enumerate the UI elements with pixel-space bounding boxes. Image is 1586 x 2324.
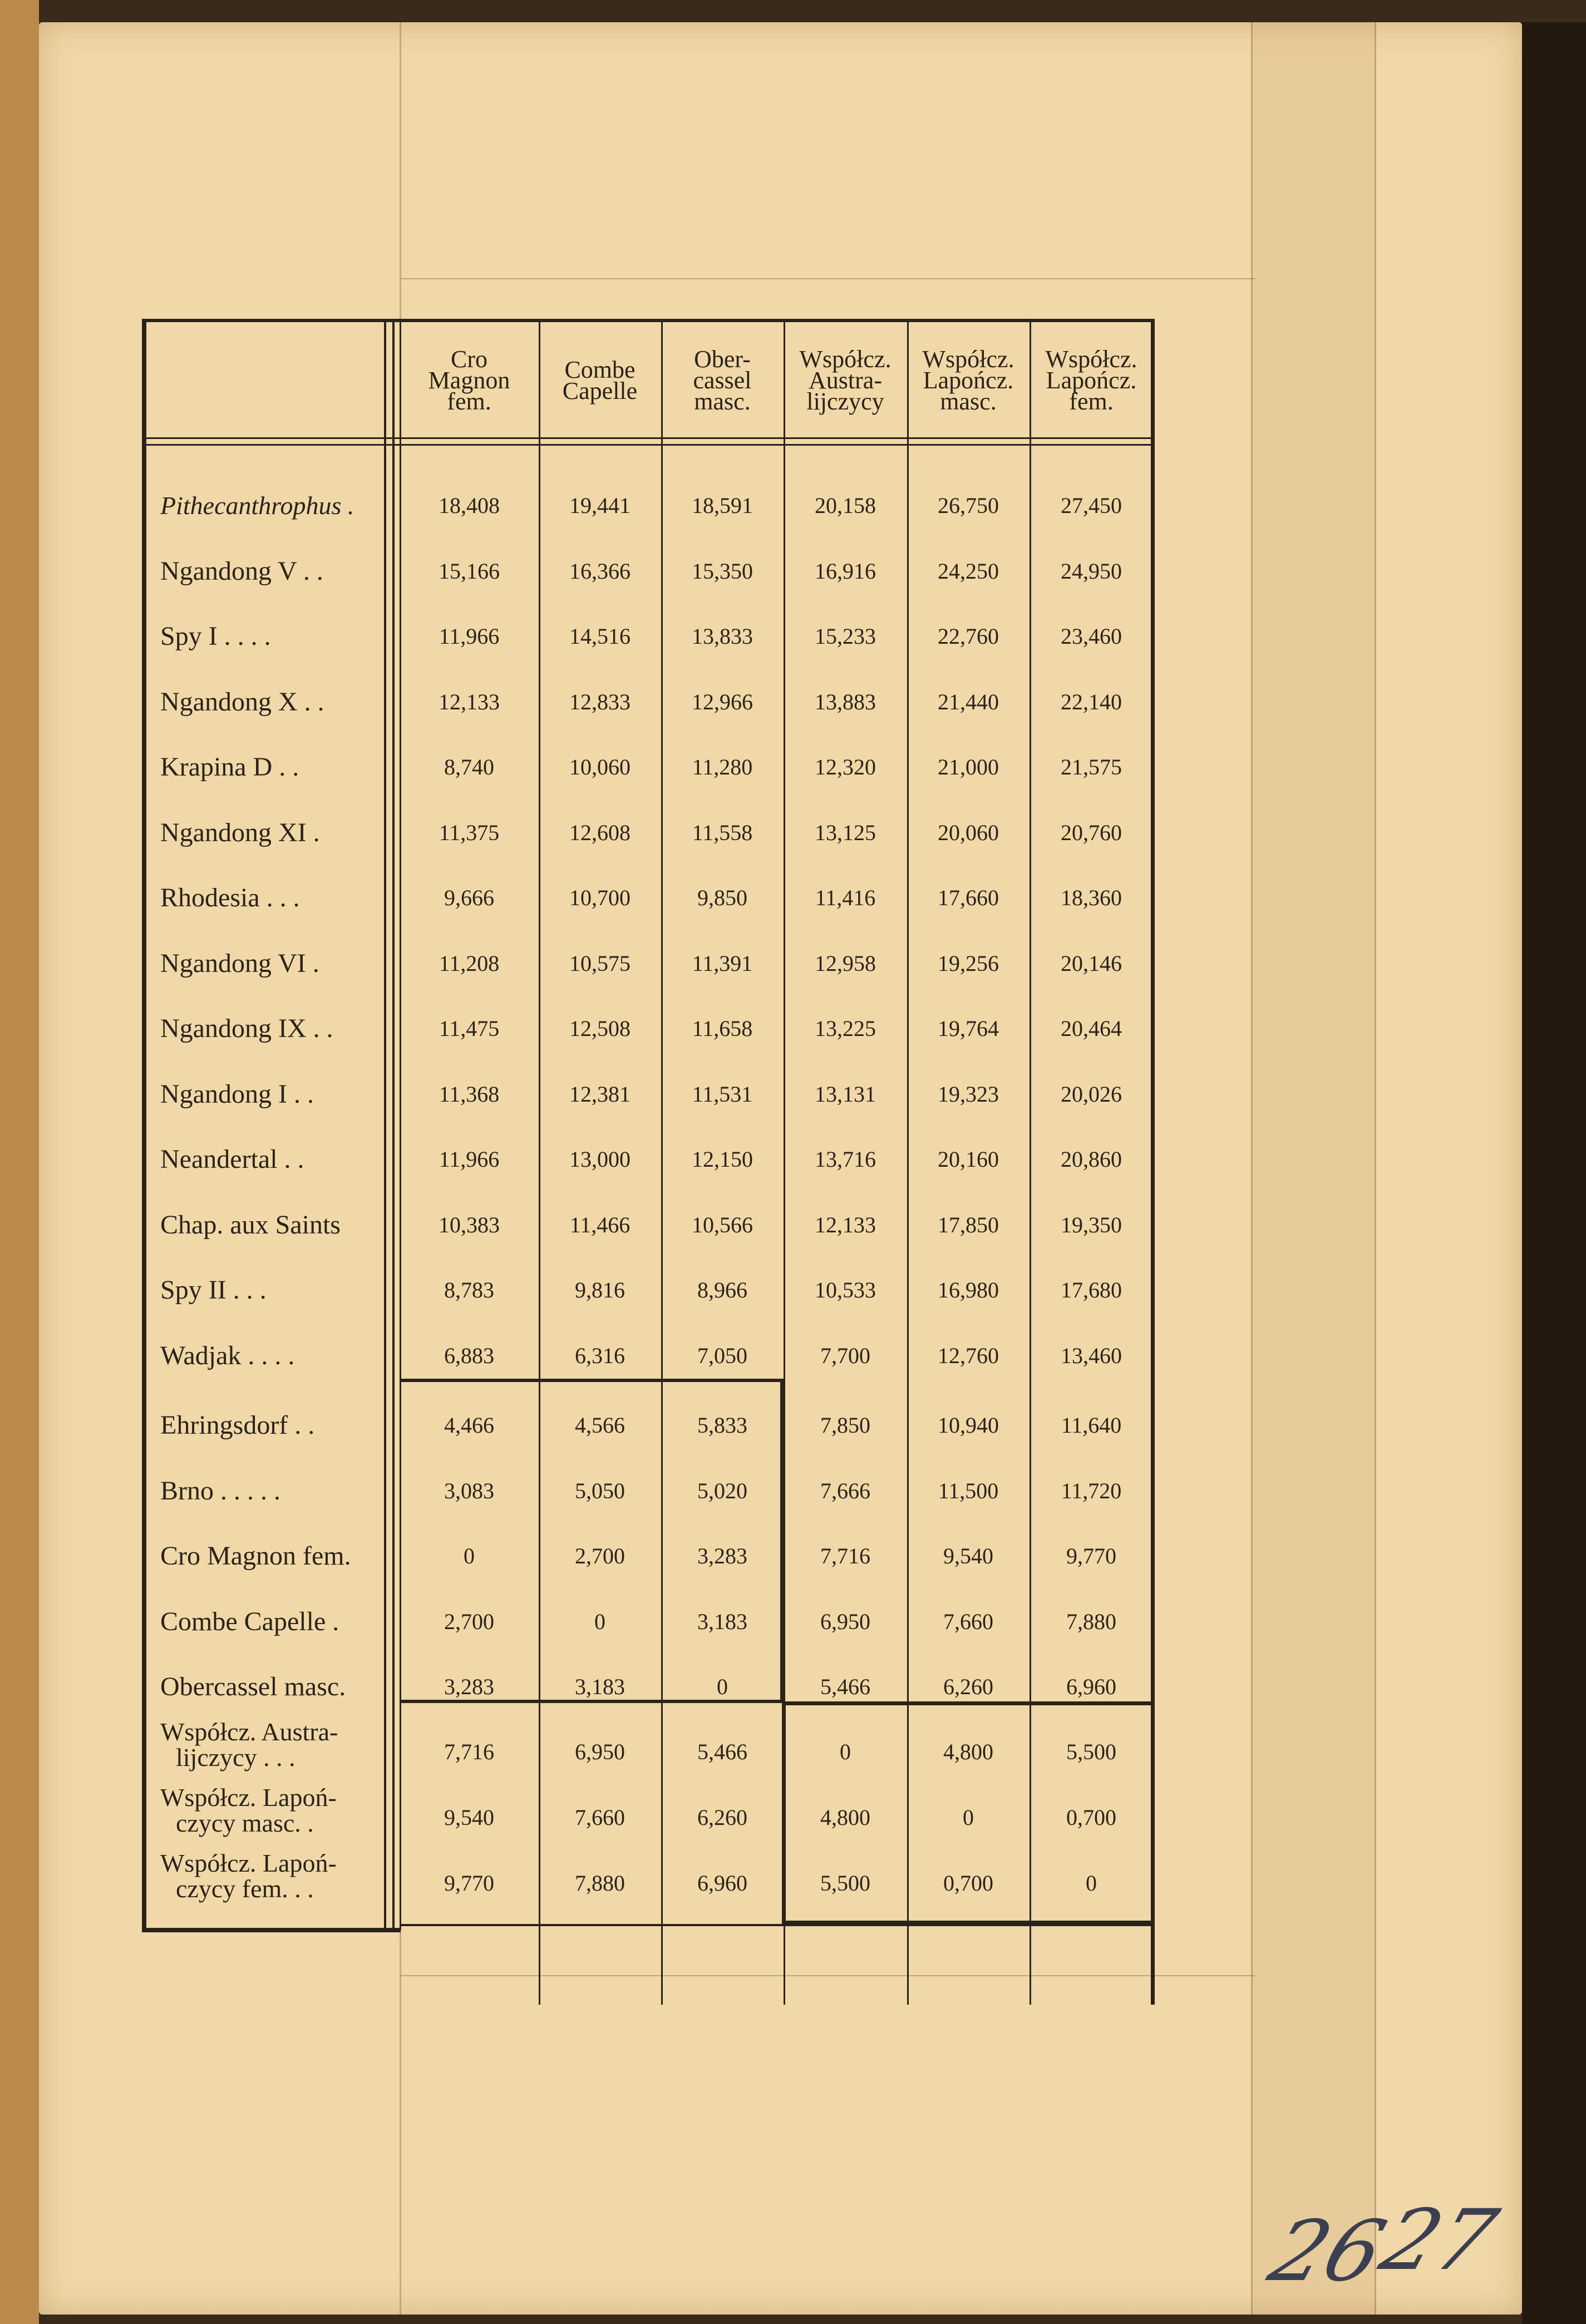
table-cell: 20,146	[1061, 950, 1122, 976]
column-header-line: masc.	[940, 388, 997, 415]
table-cell: 13,131	[815, 1081, 876, 1107]
column-header-line: fem.	[1069, 388, 1114, 415]
table-cell: 11,391	[692, 950, 753, 976]
label-divider	[384, 319, 386, 1932]
row-label-line: czycy fem. . .	[176, 1874, 314, 1903]
table-cell: 5,833	[697, 1413, 747, 1438]
column-header	[907, 322, 1030, 440]
table-cell: 20,760	[1061, 820, 1122, 845]
table-cell: 6,960	[1066, 1674, 1116, 1700]
table-cell: 11,368	[439, 1081, 500, 1107]
row-label-line: lijczycy . . .	[176, 1743, 295, 1772]
table-cell: 20,160	[938, 1147, 999, 1172]
table-cell: 6,260	[697, 1805, 747, 1830]
table-cell: 18,408	[439, 493, 500, 519]
label-divider	[392, 319, 395, 1932]
table-cell: 4,466	[444, 1413, 494, 1438]
table-cell: 6,950	[575, 1739, 625, 1765]
page-edge-shadow	[1522, 22, 1586, 2324]
row-label-line: Ehringsdorf . .	[160, 1410, 315, 1440]
table-cell: 12,833	[569, 689, 631, 714]
row-label	[160, 931, 319, 996]
fold-line	[1251, 22, 1253, 2315]
table-cell: 20,158	[815, 493, 876, 519]
table-cell: 11,500	[938, 1478, 999, 1503]
row-label-line: Ngandong XI .	[160, 817, 320, 847]
row-label-line: Brno . . . . .	[160, 1476, 280, 1506]
table-cell: 9,816	[575, 1277, 625, 1303]
table-cell: 3,083	[444, 1478, 494, 1503]
table-cell: 13,225	[815, 1016, 876, 1042]
row-label	[160, 800, 320, 866]
table-cell: 5,050	[575, 1478, 625, 1503]
row-label-line: Cro Magnon fem.	[160, 1541, 351, 1571]
table-cell: 11,966	[439, 1147, 500, 1172]
row-label	[160, 1393, 314, 1458]
table-cell: 11,208	[439, 950, 500, 976]
table-cell: 6,883	[444, 1343, 494, 1368]
fold-line-horizontal	[401, 1975, 1255, 1976]
table-cell: 15,233	[815, 624, 876, 649]
column-header-line: Austra-	[809, 367, 882, 394]
table-cell: 9,770	[444, 1871, 494, 1896]
table-cell: 10,060	[569, 754, 631, 780]
table-cell: 19,350	[1061, 1212, 1122, 1237]
table-cell: 27,450	[1061, 493, 1122, 519]
table-cell: 10,383	[439, 1212, 500, 1237]
row-label-line: Rhodesia . . .	[160, 883, 300, 913]
book-spine	[0, 0, 39, 2324]
row-label	[160, 1257, 267, 1323]
table-cell: 11,416	[815, 885, 876, 911]
row-label-line: Ngandong X . .	[160, 687, 324, 717]
table-cell: 16,366	[569, 558, 631, 584]
table-cell: 17,660	[938, 885, 999, 911]
table-cell: 9,540	[943, 1543, 993, 1569]
table-cell: 19,441	[569, 493, 631, 519]
table-cell: 0	[464, 1543, 475, 1569]
column-header-line: Lapończ.	[923, 367, 1014, 394]
table-cell: 12,381	[569, 1081, 631, 1107]
header-rule	[142, 444, 1153, 446]
table-cell: 15,350	[692, 558, 753, 584]
table-cell: 20,464	[1061, 1016, 1122, 1042]
table-cell: 11,280	[692, 754, 753, 780]
table-cell: 7,050	[697, 1343, 747, 1368]
table-cell: 0	[717, 1674, 728, 1700]
row-label-line: czycy masc. .	[176, 1809, 314, 1837]
paper-strip	[1251, 22, 1376, 2315]
table-border-bottom	[142, 1928, 401, 1932]
table-cell: 16,916	[815, 558, 876, 584]
table-cell: 12,508	[569, 1016, 631, 1042]
row-label-line: Chap. aux Saints	[160, 1210, 341, 1240]
table-border-left	[142, 319, 146, 1932]
table-cell: 7,716	[820, 1543, 870, 1569]
table-cell: 6,960	[697, 1871, 747, 1896]
table-cell: 0,700	[1066, 1805, 1116, 1830]
row-label-line: Pithecanthrophus .	[160, 491, 354, 520]
table-cell: 13,460	[1061, 1343, 1122, 1368]
column-header-line: fem.	[447, 388, 491, 415]
table-cell: 6,950	[820, 1608, 870, 1634]
row-label	[160, 669, 324, 735]
table-cell: 12,608	[569, 820, 631, 845]
table-cell: 24,250	[938, 558, 999, 584]
table-cell: 4,800	[820, 1805, 870, 1830]
table-cell: 5,500	[820, 1871, 870, 1896]
table-cell: 3,183	[697, 1608, 747, 1634]
row-label-line: Współcz. Lapoń-	[160, 1783, 337, 1812]
table-cell: 14,516	[569, 624, 631, 649]
table-cell: 9,850	[697, 885, 747, 911]
row-label-line: Wadjak . . . .	[160, 1340, 295, 1370]
table-cell: 13,883	[815, 689, 876, 714]
table-cell: 11,466	[569, 1212, 631, 1237]
table-cell: 2,700	[575, 1543, 625, 1569]
table-cell: 13,833	[692, 624, 753, 649]
row-label	[160, 1523, 351, 1589]
row-label	[160, 865, 300, 931]
row-label-line: Spy I . . . .	[160, 621, 271, 652]
row-label	[160, 734, 299, 800]
row-label	[160, 473, 354, 539]
column-header-line: Ober-	[694, 346, 751, 373]
row-label	[160, 1062, 314, 1127]
table-cell: 13,125	[815, 820, 876, 845]
table-cell: 11,658	[692, 1016, 753, 1042]
fold-line	[1375, 22, 1376, 2315]
table-cell: 11,475	[439, 1016, 500, 1042]
table-cell: 8,783	[444, 1277, 494, 1303]
column-header	[1030, 322, 1153, 440]
row-label	[160, 1785, 337, 1851]
table-cell: 20,060	[938, 820, 999, 845]
table-cell: 10,533	[815, 1277, 876, 1303]
column-header	[661, 322, 784, 440]
table-cell: 7,880	[1066, 1608, 1116, 1634]
row-label	[160, 996, 333, 1062]
table-cell: 7,660	[575, 1805, 625, 1830]
table-cell: 10,575	[569, 950, 631, 976]
table-cell: 12,760	[938, 1343, 999, 1368]
table-cell: 7,880	[575, 1871, 625, 1896]
table-cell: 6,316	[575, 1343, 625, 1368]
table-cell: 3,283	[697, 1543, 747, 1569]
table-cell: 8,966	[697, 1277, 747, 1303]
column-header-line: Combe	[564, 356, 636, 383]
table-cell: 7,716	[444, 1739, 494, 1765]
table-cell: 0	[1086, 1871, 1097, 1896]
row-label-line: Combe Capelle .	[160, 1606, 339, 1636]
row-label	[160, 539, 323, 604]
row-label	[160, 1458, 280, 1524]
table-cell: 20,026	[1061, 1081, 1122, 1107]
table-cell: 2,700	[444, 1608, 494, 1634]
row-label-line: Spy II . . .	[160, 1275, 267, 1305]
table-cell: 13,716	[815, 1147, 876, 1172]
table-cell: 5,500	[1066, 1739, 1116, 1765]
handwritten-page-number: 26	[1258, 2203, 1397, 2300]
column-header-line: masc.	[694, 388, 751, 415]
row-label-line: Ngandong V . .	[160, 556, 323, 586]
table-cell: 0	[963, 1805, 974, 1830]
table-cell: 20,860	[1061, 1147, 1122, 1172]
column-header-line: Lapończ.	[1046, 367, 1137, 394]
table-cell: 5,466	[697, 1739, 747, 1765]
table-cell: 7,660	[943, 1608, 993, 1634]
table-cell: 19,256	[938, 950, 999, 976]
row-label	[160, 1851, 337, 1916]
table-cell: 9,770	[1066, 1543, 1116, 1569]
handwritten-page-number: 27	[1370, 2192, 1508, 2289]
table-cell: 0	[594, 1608, 605, 1634]
table-cell: 5,020	[697, 1478, 747, 1503]
row-label-line: Współcz. Lapoń-	[160, 1849, 337, 1877]
table-cell: 12,150	[692, 1147, 753, 1172]
column-header-line: Capelle	[562, 377, 638, 404]
table-cell: 18,591	[692, 493, 753, 519]
table-cell: 3,283	[444, 1674, 494, 1700]
table-cell: 11,375	[439, 820, 500, 845]
table-cell: 7,850	[820, 1413, 870, 1438]
table-cell: 8,740	[444, 754, 494, 780]
block-box-bottom	[782, 1921, 1155, 1925]
column-header-line: lijczycy	[806, 388, 884, 415]
table-cell: 0,700	[943, 1871, 993, 1896]
column-header-line: Współcz.	[799, 346, 891, 373]
table-cell: 12,320	[815, 754, 876, 780]
table-cell: 11,720	[1061, 1478, 1122, 1503]
fold-line-horizontal	[401, 278, 1255, 279]
table-cell: 21,575	[1061, 754, 1122, 780]
table-cell: 12,958	[815, 950, 876, 976]
column-header	[539, 322, 661, 440]
table-cell: 19,764	[938, 1016, 999, 1042]
table-cell: 11,531	[692, 1081, 753, 1107]
table-cell: 7,666	[820, 1478, 870, 1503]
table-cell: 5,466	[820, 1674, 870, 1700]
row-label-line: Krapina D . .	[160, 752, 299, 782]
table-cell: 10,566	[692, 1212, 753, 1237]
table-cell: 10,700	[569, 885, 631, 911]
row-label-line: Współcz. Austra-	[160, 1718, 338, 1746]
column-header-line: Współcz.	[922, 346, 1014, 373]
row-label	[160, 1323, 294, 1389]
row-label-line: Ngandong VI .	[160, 948, 319, 978]
table-cell: 13,000	[569, 1147, 631, 1172]
row-label-line: Ngandong I . .	[160, 1079, 314, 1109]
column-header-line: Współcz.	[1045, 346, 1137, 373]
table-cell: 17,680	[1061, 1277, 1122, 1303]
table-cell: 11,640	[1061, 1413, 1122, 1438]
row-label	[160, 1719, 338, 1785]
table-cell: 21,000	[938, 754, 999, 780]
column-header-line: Magnon	[428, 367, 510, 394]
table-cell: 4,566	[575, 1413, 625, 1438]
table-cell: 17,850	[938, 1212, 999, 1237]
table-cell: 3,183	[575, 1674, 625, 1700]
table-cell: 11,558	[692, 820, 753, 845]
table-cell: 12,966	[692, 689, 753, 714]
row-label	[160, 1589, 339, 1655]
table-cell: 0	[840, 1739, 851, 1765]
table-cell: 19,323	[938, 1081, 999, 1107]
row-label-line: Neandertal . .	[160, 1144, 304, 1175]
row-label	[160, 1654, 346, 1720]
table-cell: 12,133	[815, 1212, 876, 1237]
row-label-line: Ngandong IX . .	[160, 1014, 333, 1044]
table-cell: 22,760	[938, 624, 999, 649]
table-cell: 6,260	[943, 1674, 993, 1700]
row-label	[160, 1127, 304, 1192]
table-cell: 4,800	[943, 1739, 993, 1765]
table-cell: 16,980	[938, 1277, 999, 1303]
table-cell: 7,700	[820, 1343, 870, 1368]
table-cell: 22,140	[1061, 689, 1122, 714]
row-label	[160, 604, 271, 669]
table-cell: 9,666	[444, 885, 494, 911]
table-cell: 24,950	[1061, 558, 1122, 584]
table-cell: 10,940	[938, 1413, 999, 1438]
table-cell: 21,440	[938, 689, 999, 714]
table-cell: 18,360	[1061, 885, 1122, 911]
table-cell: 9,540	[444, 1805, 494, 1830]
column-header-line: Cro	[451, 346, 487, 373]
table-cell: 15,166	[439, 558, 500, 584]
table-cell: 23,460	[1061, 624, 1122, 649]
column-header	[784, 322, 907, 440]
row-label	[160, 1192, 341, 1258]
table-cell: 26,750	[938, 493, 999, 519]
row-label-line: Obercassel masc.	[160, 1672, 346, 1702]
column-header	[400, 322, 539, 440]
column-header-line: cassel	[693, 367, 752, 394]
table-cell: 11,966	[439, 624, 500, 649]
table-cell: 12,133	[439, 689, 500, 714]
